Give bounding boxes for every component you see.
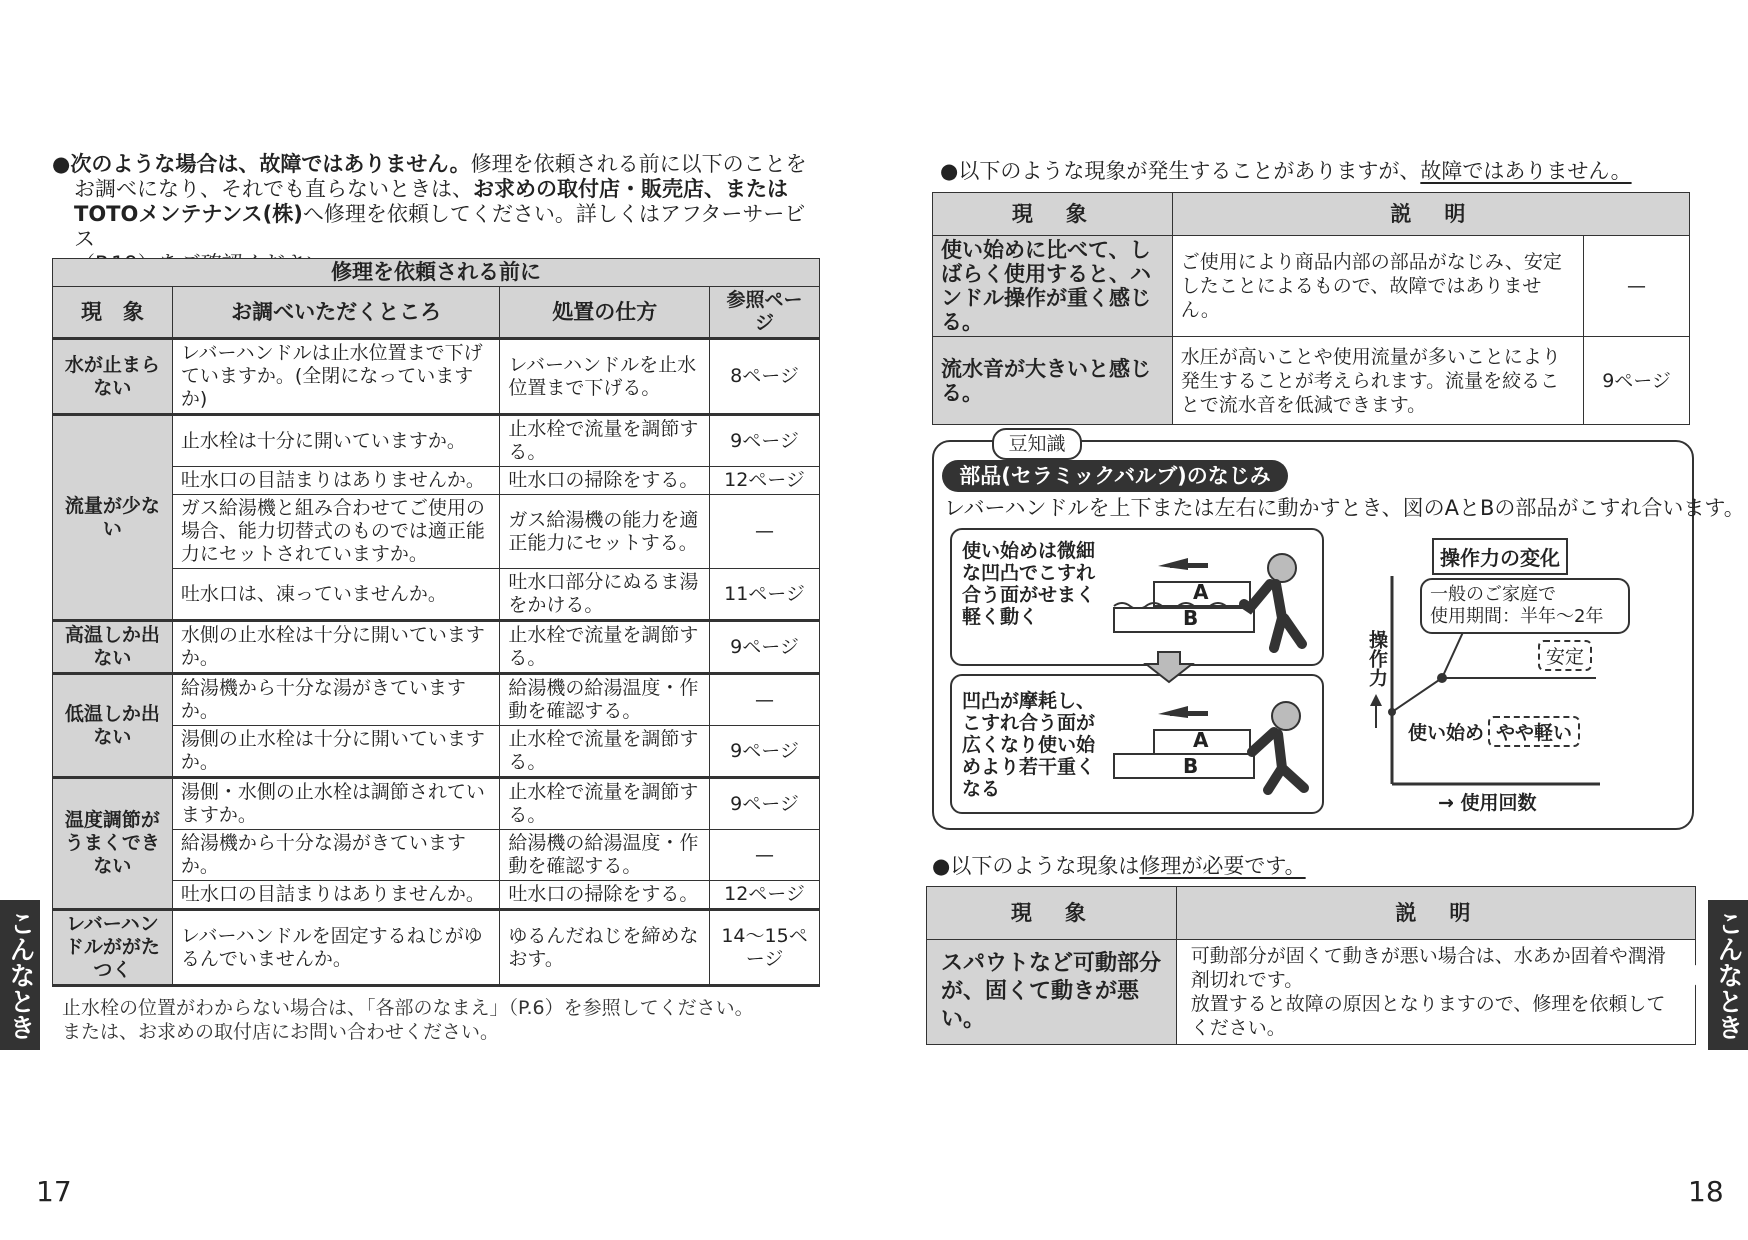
check-cell: 湯側・水側の止水栓は調節されていますか。 [172,778,499,830]
graph-title: 操作力の変化 [1432,538,1568,575]
phenomenon-cell: 温度調節がうまくできない [53,778,173,910]
action-cell: 止水栓で流量を調節する。 [500,621,710,674]
t2-row1-desc: ご使用により商品内部の部品がなじみ、安定したことによるもので、故障ではありません。 [1172,236,1583,337]
t3-desc-line-1: 可動部分が固くて動きが悪い場合は、水あか固着や潤滑剤切れです。 [1190,945,1666,991]
col-header-action: 処置の仕方 [500,287,710,339]
side-tab-right: こんなときは [1708,900,1748,1050]
page-number-left: 17 [36,1175,72,1208]
ref-cell: — [710,830,820,881]
tips-title: 部品(セラミックバルブ)のなじみ [942,460,1288,492]
t2-header-desc: 説 明 [1172,193,1689,236]
action-cell: 給湯機の給湯温度・作動を確認する。 [500,674,710,726]
t3-desc-line-2: 放置すると故障の原因となりますので、修理を依頼してください。 [1190,993,1666,1039]
x-axis-text: 使用回数 [1460,792,1537,814]
table-row [53,910,820,986]
side-tab-left: こんなとき [0,900,40,1050]
phenomenon-cell: 水が止まらない [53,339,173,415]
table-row [53,674,820,726]
intro-bold-3: TOTOメンテナンス(株) [74,202,303,226]
t2-row1-ref: — [1584,236,1690,337]
ref-cell: 12ページ [710,467,820,495]
check-cell: レバーハンドルは止水位置まで下げていますか。(全閉になっていますか) [172,339,499,415]
t3-header-phenomenon: 現 象 [927,887,1177,940]
footnote [62,996,754,1044]
phenomenon-cell: レバーハンドルががたつく [53,910,173,986]
col-header-ref: 参照ページ [710,287,820,339]
diagram-text-initial: 使い始めは微細な凹凸でこすれ合う面がせまく軽く動く [962,540,1096,628]
ref-cell: 9ページ [710,778,820,830]
heading-1-text: ●以下のような現象が発生することがありますが、 [940,159,1421,183]
heading-2-emphasis: 修理が必要です。 [1139,854,1306,878]
action-cell: 吐水口の掃除をする。 [500,881,710,910]
callout-line-2: 使用期間：半年〜2年 [1430,606,1604,627]
check-cell: 吐水口の目詰まりはありませんか。 [172,881,499,910]
phenomenon-cell: 低温しか出ない [53,674,173,778]
ref-cell: — [710,674,820,726]
action-cell: 止水栓で流量を調節する。 [500,778,710,830]
action-cell: レバーハンドルを止水位置まで下げる。 [500,339,710,415]
t2-row2-desc: 水圧が高いことや使用流量が多いことにより発生することが考えられます。流量を絞ることで流水音を低減できます。 [1172,337,1583,425]
t3-row-phen: スパウトなど可動部分が、固くて動きが悪い。 [927,940,1177,1045]
intro-bold-2: お求めの取付店・販売店、または [473,177,788,201]
tips-tag: 豆知識 [992,428,1082,460]
action-cell: 給湯機の給湯温度・作動を確認する。 [500,830,710,881]
label-b-top: B [1183,606,1199,630]
tips-lead: レバーハンドルを上下または左右に動かすとき、図のAとBの部品がこすれ合います。 [944,496,1745,520]
action-cell: 吐水口部分にぬるま湯をかける。 [500,569,710,621]
table-title: 修理を依頼される前に [53,259,820,287]
check-cell: 湯側の止水栓は十分に開いていますか。 [172,726,499,778]
label-slightly-light: やや軽い [1488,716,1580,747]
action-cell: ゆるんだねじを締めなおす。 [500,910,710,986]
page-number-right: 18 [1688,1175,1724,1208]
section-heading-1 [940,155,1632,185]
ref-cell: 11ページ [710,569,820,621]
check-cell: 止水栓は十分に開いていますか。 [172,415,499,467]
label-stable: 安定 [1538,640,1592,671]
ref-cell: 8ページ [710,339,820,415]
check-cell: 吐水口の目詰まりはありませんか。 [172,467,499,495]
check-cell: 給湯機から十分な湯がきていますか。 [172,830,499,881]
y-axis-label: 操作力 [1366,630,1388,687]
phenomena-table [932,192,1690,425]
t2-row2-phen: 流水音が大きいと感じる。 [933,337,1173,425]
repair-required-table [926,886,1696,1045]
section-heading-2 [932,850,1306,880]
label-a-bottom: A [1193,728,1209,752]
t3-row-desc [1176,940,1695,1045]
phenomenon-cell: 流量が少ない [53,415,173,621]
footnote-line-1: 止水栓の位置がわからない場合は、「各部のなまえ」（P.6）を参照してください。 [62,997,754,1019]
intro-text-3: へ修理を依頼してください。詳しくはアフターサービス [74,202,806,251]
intro-bold-1: ●次のような場合は、故障ではありません。 [52,152,471,176]
valve-illustration [1110,540,1320,802]
troubleshooting-table [52,258,820,987]
label-a-top: A [1193,580,1209,604]
t3-header-desc: 説 明 [1176,887,1695,940]
x-axis-label: → 使用回数 [1438,792,1537,814]
col-header-phenomenon: 現 象 [53,287,173,339]
phenomenon-cell: 高温しか出ない [53,621,173,674]
intro-text-1: 修理を依頼される前に以下のことを [470,152,807,176]
check-cell: 給湯機から十分な湯がきていますか。 [172,674,499,726]
heading-1-emphasis: 故障ではありません。 [1420,159,1632,183]
action-cell: 止水栓で流量を調節する。 [500,726,710,778]
ref-cell: — [710,495,820,569]
action-cell: 止水栓で流量を調節する。 [500,415,710,467]
label-start: 使い始め [1408,722,1485,744]
label-b-bottom: B [1183,754,1199,778]
ref-cell: 9ページ [710,726,820,778]
diagram-text-worn: 凹凸が摩耗し、こすれ合う面が広くなり使い始めより若干重くなる [962,690,1096,800]
ref-cell: 9ページ [710,415,820,467]
t2-row2-ref: 9ページ [1584,337,1690,425]
col-header-check: お調べいただくところ [172,287,499,339]
table-row [53,415,820,467]
table-row [53,778,820,830]
footnote-line-2: または、お求めの取付店にお問い合わせください。 [62,1021,500,1043]
check-cell: 吐水口は、凍っていませんか。 [172,569,499,621]
ref-cell: 14〜15ページ [710,910,820,986]
t2-header-phenomenon: 現 象 [933,193,1173,236]
check-cell: 水側の止水栓は十分に開いていますか。 [172,621,499,674]
graph-callout [1420,578,1630,634]
ref-cell: 9ページ [710,621,820,674]
t2-row1-phen: 使い始めに比べて、しばらく使用すると、ハンドル操作が重く感じる。 [933,236,1173,337]
action-cell: ガス給湯機の能力を適正能力にセットする。 [500,495,710,569]
intro-text-2: お調べになり、それでも直らないときは、 [74,177,473,201]
table-row [53,339,820,415]
heading-2-text: ●以下のような現象は [932,854,1140,878]
check-cell: ガス給湯機と組み合わせてご使用の場合、能力切替式のものでは適正能力にセットされていますか。 [172,495,499,569]
ref-cell: 12ページ [710,881,820,910]
callout-line-1: 一般のご家庭で [1430,584,1556,605]
table-row [53,621,820,674]
check-cell: レバーハンドルを固定するねじがゆるんでいませんか。 [172,910,499,986]
action-cell: 吐水口の掃除をする。 [500,467,710,495]
